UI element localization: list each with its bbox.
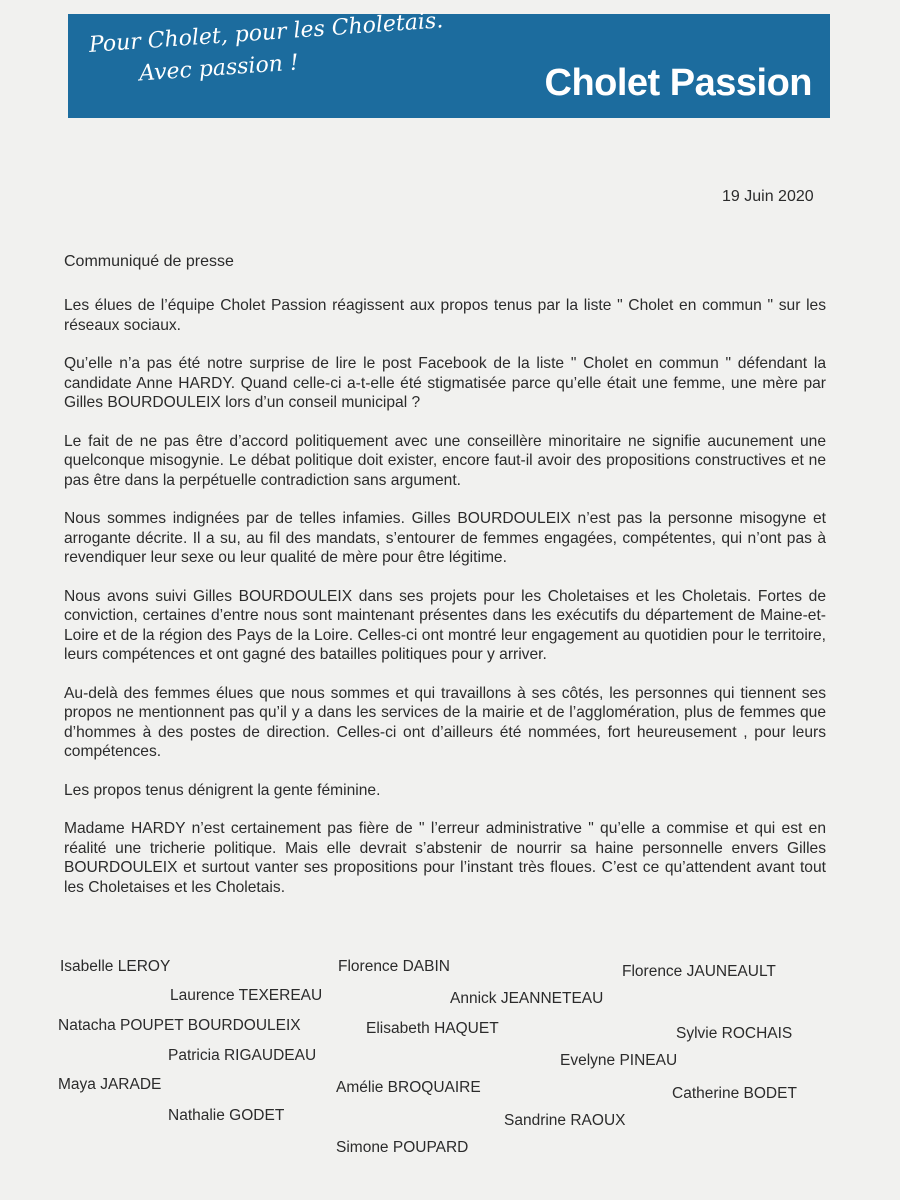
paragraph: Le fait de ne pas être d’accord politiquement avec une conseillère minoritaire ne signifie aucunement une quelconque misogynie. Le débat politique doit exister, encore faut-il avoir des propositions constructives et ne pas être dans la perpétuelle contradiction sans argument. [64, 432, 826, 489]
signatory: Evelyne PINEAU [560, 1052, 678, 1069]
signatory: Elisabeth HAQUET [366, 1020, 499, 1037]
signatory: Maya JARADE [58, 1076, 162, 1093]
signatory: Nathalie GODET [168, 1107, 285, 1124]
signatory: Amélie BROQUAIRE [336, 1079, 481, 1096]
document-date: 19 Juin 2020 [722, 188, 814, 205]
signatory: Natacha POUPET BOURDOULEIX [58, 1017, 301, 1034]
signatory: Simone POUPARD [336, 1139, 469, 1156]
signatory: Patricia RIGAUDEAU [168, 1047, 317, 1064]
paragraph: Qu’elle n’a pas été notre surprise de lire le post Facebook de la liste " Cholet en commun " défendant la candidate Anne HARDY. Quand celle-ci a-t-elle été stigmatisée parce qu’elle était une femme, une mère par Gilles BOURDOULEIX lors d’un conseil municipal ? [64, 355, 826, 411]
slogan-line-1: Pour Cholet, pour les Choletais. [88, 8, 444, 58]
signatory: Sylvie ROCHAIS [676, 1025, 793, 1042]
signatory: Florence DABIN [338, 958, 450, 975]
paragraph: Nous sommes indignées par de telles infamies. Gilles BOURDOULEIX n’est pas la personne misogyne et arrogante décrite. Il a su, au fil des mandats, s’entourer de femmes engagées, compétentes, qui n’ont pas à revendiquer leur sexe ou leur qualité de mère pour être légitime. [64, 510, 826, 566]
signatory: Annick JEANNETEAU [450, 990, 604, 1007]
paragraph: Les élues de l’équipe Cholet Passion réagissent aux propos tenus par la liste " Cholet en commun " sur les réseaux sociaux. [64, 297, 826, 334]
paragraph: Les propos tenus dénigrent la gente féminine. [64, 781, 381, 799]
signatory: Sandrine RAOUX [504, 1112, 626, 1129]
paragraph: Au-delà des femmes élues que nous sommes et qui travaillons à ses côtés, les personnes qui tiennent ses propos ne mentionnent pas qu’il y a dans les services de la mairie et de l’agglomération, plus de femmes que d’hommes à des postes de direction. Celles-ci ont d’ailleurs été nommées, fort heureusement , pour leurs compétences. [64, 684, 826, 760]
signatory: Catherine BODET [672, 1085, 797, 1102]
signatory: Laurence TEXEREAU [170, 987, 323, 1004]
handwritten-slogan [88, 2, 491, 94]
paragraph: Madame HARDY n’est certainement pas fière de " l’erreur administrative " qu’elle a commise et qui est en réalité une tricherie politique. Mais elle devrait s’abstenir de nourrir sa haine personnelle envers Gilles BOURDOULEIX et surtout vanter ses propositions pour l’instant très floues. C’est ce qu’attendent avant tout les Choletaises et les Choletais. [64, 820, 826, 896]
paragraph: Nous avons suivi Gilles BOURDOULEIX dans ses projets pour les Choletaises et les Choletais. Fortes de conviction, certaines d’entre nous sont maintenant présentes dans les exécutifs du département de Maine-et-Loire et de la région des Pays de la Loire. Celles-ci ont montré leur engagement au quotidien pour le territoire, leurs compétences et ont gagné des batailles politiques pour y arriver. [64, 587, 826, 663]
brand-name: Cholet Passion [544, 62, 812, 104]
document-heading: Communiqué de presse [64, 253, 234, 270]
signatory: Florence JAUNEAULT [622, 963, 776, 980]
signatory: Isabelle LEROY [60, 958, 171, 975]
press-release-body [64, 296, 826, 916]
header-banner [68, 8, 830, 118]
slogan-line-2: Avec passion ! [138, 50, 300, 87]
